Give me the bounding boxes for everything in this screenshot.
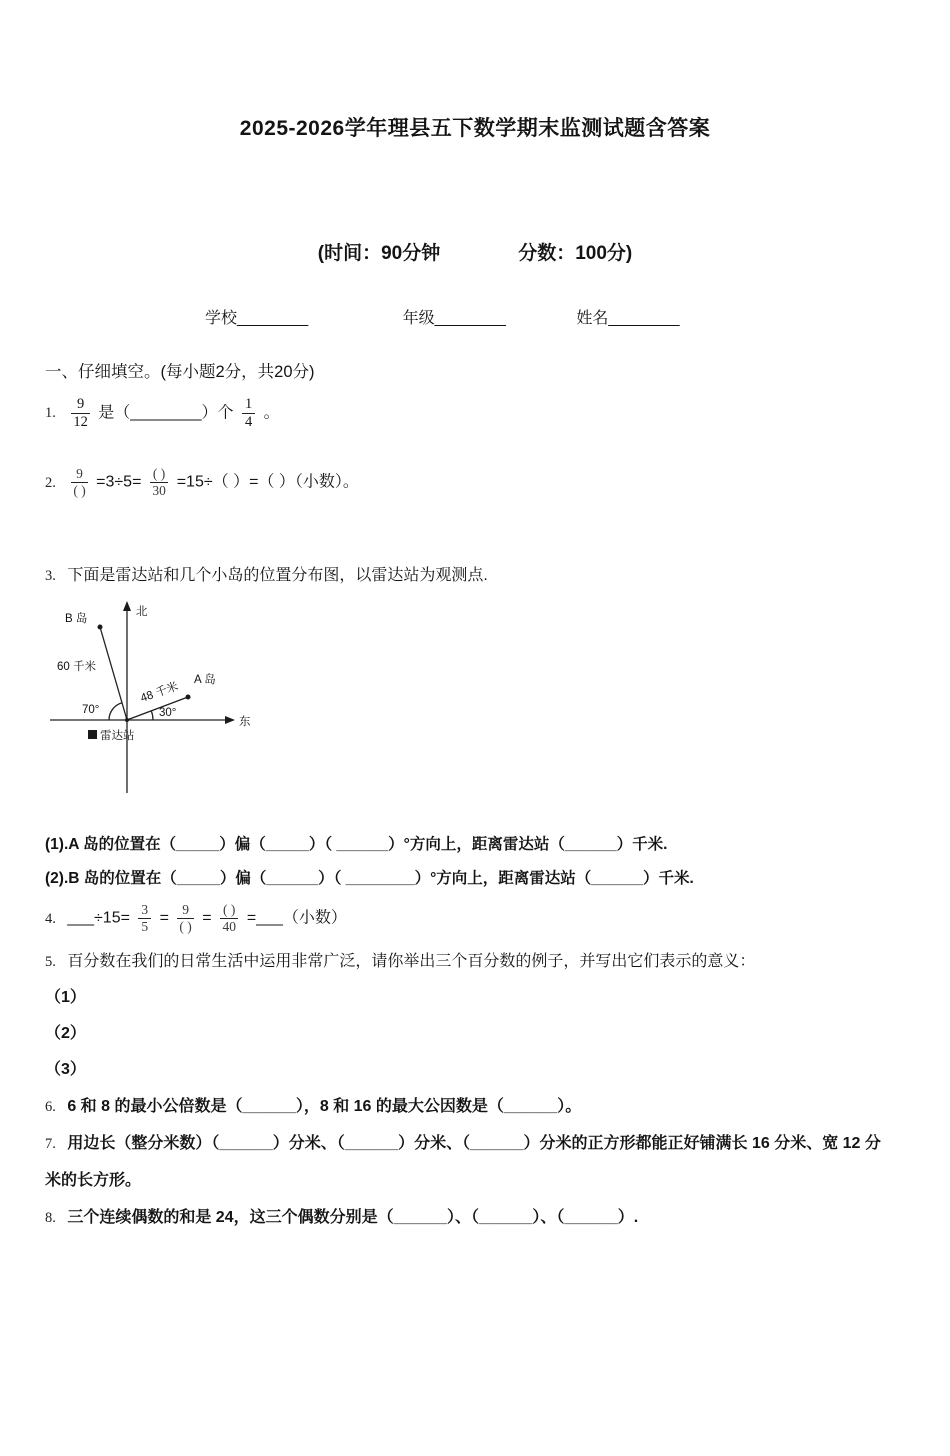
fraction-1-4: [242, 396, 255, 430]
question-2: [45, 466, 905, 498]
fraction-denominator: 30: [152, 482, 166, 498]
question-3-sub-1: (1).A 岛的位置在（_____）偏（_____）（ ______）°方向上，距离雷达站（______）千米.: [45, 836, 668, 854]
a-island-dot: [186, 695, 191, 700]
question-7: [45, 1130, 905, 1153]
question-5-number: 5.: [45, 954, 56, 971]
fraction-denominator: ( ): [179, 918, 192, 934]
fraction-numerator: ( ): [220, 902, 238, 919]
fraction-9-blank: [177, 902, 193, 934]
exam-time-label: (时间：90分钟: [317, 243, 441, 264]
angle-30-arc: [151, 711, 153, 720]
question-5: [45, 948, 905, 971]
fraction-denominator: 5: [141, 918, 149, 934]
question-5-text: 百分数在我们的日常生活中运用非常广泛，请你举出三个百分数的例子，并写出它们表示的意义：: [67, 953, 756, 971]
a-island-label: A 岛: [194, 674, 216, 687]
fraction-blank-30: [150, 466, 168, 498]
position-diagram: [47, 597, 277, 797]
fraction-blank-40: [220, 902, 238, 934]
a-distance-label: 48 千米: [139, 681, 180, 706]
a-island-ray: [127, 697, 188, 720]
question-1-text: 是（________）个: [98, 404, 234, 422]
fraction-numerator: 1: [242, 396, 255, 414]
station-square-icon: [88, 730, 97, 739]
fraction-numerator: 9: [71, 396, 90, 414]
question-3-text: 下面是雷达站和几个小岛的位置分布图，以雷达站为观测点.: [67, 567, 488, 585]
question-7-number: 7.: [45, 1136, 56, 1153]
question-4: [45, 902, 905, 934]
angle-70-arc: [109, 703, 122, 720]
question-3: [45, 562, 905, 585]
station-label: 雷达站: [100, 730, 135, 743]
question-5-item-3: （3）: [45, 1061, 86, 1079]
fraction-denominator: 4: [244, 413, 253, 430]
question-4-text-2: =___（小数）: [246, 909, 347, 927]
question-4-text-1: ___÷15=: [67, 909, 130, 927]
radar-diagram-container: [47, 597, 905, 802]
question-1-period: 。: [263, 404, 280, 422]
question-6-number: 6.: [45, 1099, 56, 1116]
grade-field: 年级________: [402, 310, 506, 327]
equals-sign: =: [202, 909, 212, 927]
question-7-text-line-2: 米的长方形。: [45, 1172, 142, 1190]
fraction-numerator: 9: [177, 902, 193, 919]
equals-sign: =: [159, 909, 169, 927]
b-island-ray: [100, 627, 127, 720]
fraction-denominator: ( ): [73, 482, 86, 498]
east-arrow-icon: [225, 716, 235, 724]
question-6-text: 6 和 8 的最小公倍数是（______），8 和 16 的最大公因数是（______）。: [67, 1098, 582, 1116]
exam-page: [0, 112, 950, 1227]
fraction-numerator: 9: [71, 466, 87, 483]
question-5-item-1: （1）: [45, 989, 86, 1007]
fraction-denominator: 40: [222, 918, 236, 934]
fraction-3-5: [138, 902, 151, 934]
name-field: 姓名________: [576, 310, 680, 327]
question-3-number: 3.: [45, 568, 56, 585]
question-6: [45, 1093, 905, 1116]
question-1-number: 1.: [45, 405, 56, 422]
fraction-numerator: 3: [138, 902, 151, 919]
fraction-9-12: [71, 396, 90, 430]
exam-info-line: [45, 238, 905, 265]
north-arrow-icon: [123, 601, 131, 611]
question-2-number: 2.: [45, 474, 56, 491]
fraction-9-blank: [71, 466, 87, 498]
question-8-number: 8.: [45, 1210, 56, 1227]
east-label: 东: [239, 716, 251, 729]
student-fields-row: [45, 305, 905, 328]
question-1: [45, 396, 905, 430]
b-distance-label: 60 千米: [57, 661, 96, 674]
angle-70-label: 70°: [82, 704, 100, 717]
school-field: 学校________: [205, 310, 309, 327]
question-2-text-2: =15÷（ ）=（ ）（小数）。: [176, 473, 359, 491]
question-5-item-2: （2）: [45, 1025, 86, 1043]
question-7-text-line-1: 用边长（整分米数）（______）分米、（______）分米、（______）分米的正方形都能正好铺满长 16 分米、宽 12 分: [67, 1135, 881, 1153]
b-island-dot: [98, 625, 103, 630]
question-3-sub-2: (2).B 岛的位置在（_____）偏（______）（ ________）°方向上，距离雷达站（______）千米.: [45, 870, 694, 888]
section-1-heading: 一、仔细填空。(每小题2分，共20分): [45, 363, 315, 381]
north-label: 北: [136, 606, 148, 619]
fraction-denominator: 12: [73, 413, 88, 430]
question-8-text: 三个连续偶数的和是 24，这三个偶数分别是（______）、（______）、（______）.: [67, 1209, 639, 1227]
b-island-label: B 岛: [65, 613, 88, 626]
origin-dot: [125, 718, 129, 722]
fraction-numerator: ( ): [150, 466, 168, 483]
question-4-number: 4.: [45, 910, 56, 927]
exam-score-label: 分数：100分): [518, 243, 633, 264]
page-title: 2025-2026学年理县五下数学期末监测试题含答案: [239, 117, 711, 140]
question-2-text-1: =3÷5=: [96, 473, 142, 491]
question-8: [45, 1204, 905, 1227]
angle-30-label: 30°: [159, 707, 177, 720]
